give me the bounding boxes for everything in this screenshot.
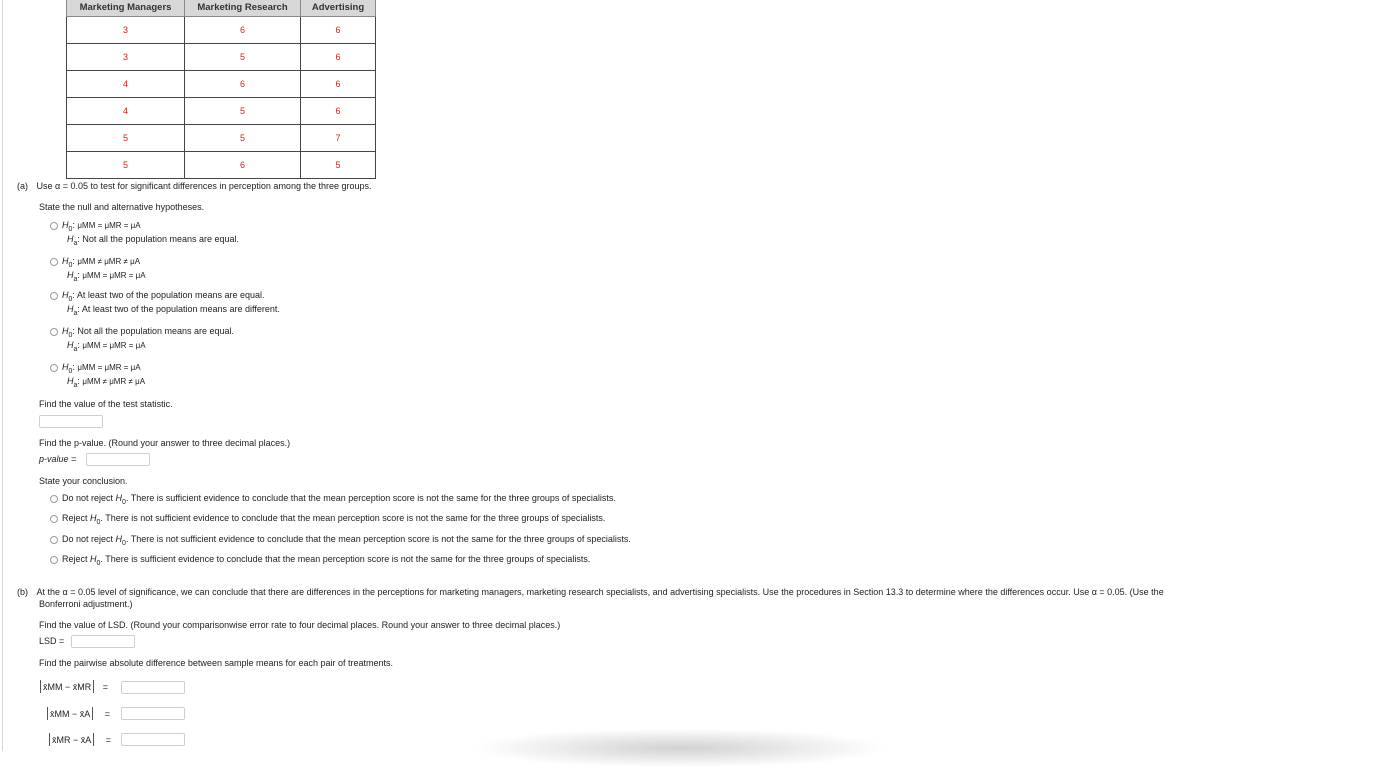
radio-button[interactable]	[50, 222, 58, 230]
lsd-label: LSD =	[39, 636, 65, 646]
radio-button[interactable]	[50, 536, 58, 544]
table-row	[67, 98, 376, 125]
hypothesis-option-2[interactable]: $H_0$: μMM ≠ μMR ≠ μA $H_a$: μMM = μMR = μA	[50, 256, 140, 269]
table-row	[67, 125, 376, 152]
radio-button[interactable]	[50, 328, 58, 336]
radio-button[interactable]	[50, 495, 58, 503]
state-conclusion-text: State your conclusion.	[39, 476, 128, 486]
pair-mm-a: x̄MM − x̄A =	[47, 707, 110, 720]
part-a-label: (a)	[17, 181, 28, 191]
table-cell: 5	[185, 125, 301, 152]
table-cell: 5	[67, 152, 185, 179]
hypothesis-option-1[interactable]: $H_0$: μMM = μMR = μA $H_a$: Not all the population means are equal.	[50, 220, 141, 233]
part-b-label: (b)	[17, 587, 28, 597]
radio-button[interactable]	[50, 556, 58, 564]
pair-mm-a-input[interactable]	[121, 707, 185, 720]
table-cell: 5	[185, 44, 301, 71]
part-a-question	[17, 181, 372, 191]
table-cell: 5	[301, 152, 376, 179]
pair-mr-a: x̄MR − x̄A =	[49, 733, 111, 746]
part-a-prompt: Use α = 0.05 to test for significant differences in perception among the three groups.	[36, 181, 372, 191]
pair-mm-mr-input[interactable]	[121, 681, 185, 694]
conclusion-option-4[interactable]: Reject $H_0$. There is sufficient evidence to conclude that the mean perception score is not the same for the three groups of specialists.	[50, 554, 590, 567]
find-lsd-text: Find the value of LSD. (Round your comparisonwise error rate to four decimal places. Round your answer to three decimal places.)	[39, 620, 561, 630]
test-statistic-input[interactable]	[39, 415, 103, 428]
hypothesis-option-5[interactable]: $H_0$: μMM = μMR = μA $H_a$: μMM ≠ μMR ≠ μA	[50, 362, 141, 375]
table-cell: 5	[67, 125, 185, 152]
header-marketing-research: Marketing Research	[185, 0, 301, 17]
table-cell: 7	[301, 125, 376, 152]
table-cell: 6	[185, 71, 301, 98]
radio-button[interactable]	[50, 258, 58, 266]
find-test-statistic-text: Find the value of the test statistic.	[39, 399, 173, 409]
table-cell: 3	[67, 44, 185, 71]
part-b-prompt-cont: Bonferroni adjustment.)	[39, 599, 133, 609]
pair-mm-mr: x̄MM − x̄MR =	[40, 680, 108, 693]
table-cell: 6	[301, 17, 376, 44]
hypothesis-option-3[interactable]: $H_0$: At least two of the population means are equal. $H_a$: At least two of the population means are different.	[50, 290, 265, 303]
table-cell: 6	[301, 44, 376, 71]
table-row	[67, 152, 376, 179]
table-cell: 5	[185, 98, 301, 125]
find-pvalue-text: Find the p-value. (Round your answer to three decimal places.)	[39, 438, 291, 448]
conclusion-option-2[interactable]: Reject $H_0$. There is not sufficient evidence to conclude that the mean perception score is not the same for the three groups of specialists.	[50, 513, 605, 526]
table-row	[67, 44, 376, 71]
table-cell: 6	[301, 71, 376, 98]
table-row	[67, 71, 376, 98]
bottom-shadow	[470, 728, 890, 768]
pvalue-input[interactable]	[86, 453, 150, 466]
lsd-input[interactable]	[71, 635, 135, 648]
header-marketing-managers: Marketing Managers	[67, 0, 185, 17]
table-header-row	[67, 0, 376, 17]
radio-button[interactable]	[50, 515, 58, 523]
table-cell: 4	[67, 98, 185, 125]
left-border	[2, 0, 3, 751]
table-cell: 3	[67, 17, 185, 44]
pvalue-label: p-value =	[39, 454, 77, 464]
hypothesis-option-4[interactable]: $H_0$: Not all the population means are equal. $H_a$: μMM = μMR = μA	[50, 326, 234, 339]
part-b-prompt: At the α = 0.05 level of significance, we can conclude that there are differences in the perceptions for marketing managers, marketing research specialists, and advertising specialists. Use the procedures in Section 13.3 to determine where the differences occur. Use α = 0.05. (Use the	[36, 587, 1164, 597]
table-cell: 4	[67, 71, 185, 98]
table-row	[67, 17, 376, 44]
state-hypotheses-text: State the null and alternative hypotheses.	[39, 202, 205, 212]
conclusion-option-3[interactable]: Do not reject $H_0$. There is not sufficient evidence to conclude that the mean perception score is not the same for the three groups of specialists.	[50, 534, 631, 547]
conclusion-option-1[interactable]: Do not reject $H_0$. There is sufficient evidence to conclude that the mean perception score is not the same for the three groups of specialists.	[50, 493, 616, 506]
table-cell: 6	[185, 152, 301, 179]
table-cell: 6	[301, 98, 376, 125]
radio-button[interactable]	[50, 292, 58, 300]
table-cell: 6	[185, 17, 301, 44]
find-pairwise-text: Find the pairwise absolute difference between sample means for each pair of treatments.	[39, 658, 394, 668]
part-b-question	[17, 587, 1164, 597]
pair-mr-a-input[interactable]	[121, 733, 185, 746]
radio-button[interactable]	[50, 364, 58, 372]
header-advertising: Advertising	[301, 0, 376, 17]
data-table	[66, 0, 376, 179]
